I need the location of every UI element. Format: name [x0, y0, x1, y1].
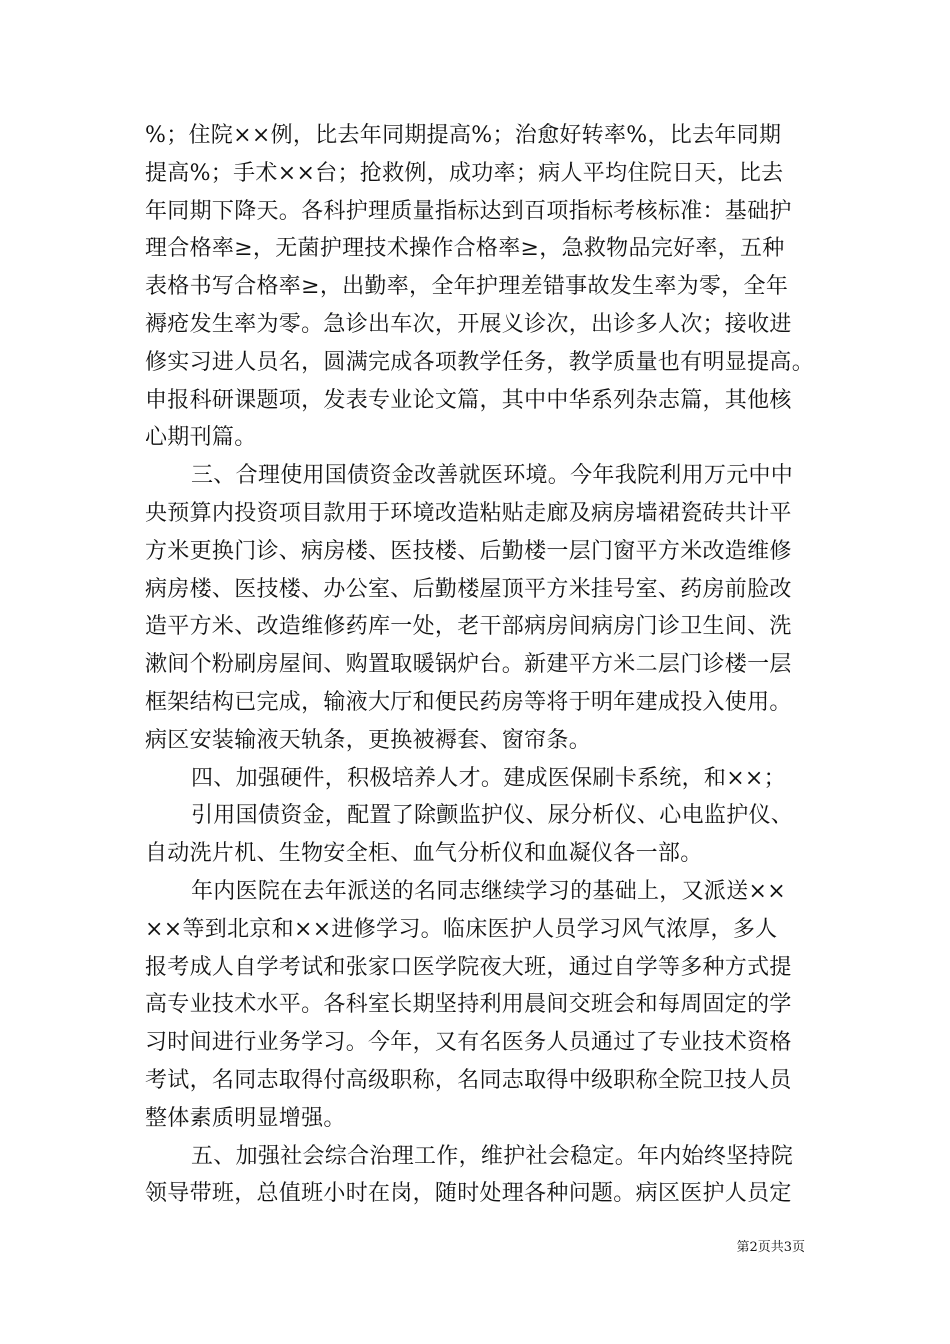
text-line: 引用国债资金，配置了除颤监护仪、尿分析仪、心电监护仪、: [191, 803, 794, 829]
text-line: 习时间进行业务学习。今年，又有名医务人员通过了专业技术资格: [145, 1030, 792, 1056]
text-line: 年内医院在去年派送的名同志继续学习的基础上，又派送××: [191, 878, 786, 904]
text-line: 理合格率≥，无菌护理技术操作合格率≥，急救物品完好率，五种: [145, 236, 785, 262]
text-line: 五、加强社会综合治理工作，维护社会稳定。年内始终坚持院: [191, 1143, 794, 1169]
text-line: 申报科研课题项，发表专业论文篇，其中中华系列杂志篇，其他核: [145, 387, 792, 413]
text-line: ××等到北京和××进修学习。临床医护人员学习风气浓厚，多人: [145, 916, 778, 942]
text-line: 考试，名同志取得付高级职称，名同志取得中级职称全院卫技人员: [145, 1067, 792, 1093]
text-line: 四、加强硬件，积极培养人才。建成医保刷卡系统，和××；: [191, 765, 786, 791]
body-text: [145, 117, 815, 1213]
text-line: 病房楼、医技楼、办公室、后勤楼屋顶平方米挂号室、药房前脸改: [145, 576, 792, 602]
text-line: 年同期下降天。各科护理质量指标达到百项指标考核标准：基础护: [145, 198, 792, 224]
text-line: 央预算内投资项目款用于环境改造粘贴走廊及病房墙裙瓷砖共计平: [145, 500, 792, 526]
text-line: 自动洗片机、生物安全柜、血气分析仪和血凝仪各一部。: [145, 841, 703, 867]
text-line: 病区安装输液天轨条，更换被褥套、窗帘条。: [145, 727, 592, 753]
text-line: 高专业技术水平。各科室长期坚持利用晨间交班会和每周固定的学: [145, 992, 792, 1018]
text-line: 修实习进人员名，圆满完成各项教学任务，教学质量也有明显提高。: [145, 349, 815, 375]
text-line: 褥疮发生率为零。急诊出车次，开展义诊次，出诊多人次；接收进: [145, 311, 792, 337]
text-line: 漱间个粉刷房屋间、购置取暖锅炉台。新建平方米二层门诊楼一层: [145, 652, 792, 678]
text-line: 心期刊篇。: [145, 425, 257, 451]
text-line: 报考成人自学考试和张家口医学院夜大班，通过自学等多种方式提: [145, 954, 792, 980]
text-line: 框架结构已完成，输液大厅和便民药房等将于明年建成投入使用。: [145, 689, 792, 715]
text-line: 提高%；手术××台；抢救例，成功率；病人平均住院日天，比去: [145, 160, 784, 186]
text-line: 三、合理使用国债资金改善就医环境。今年我院利用万元中中: [191, 463, 794, 489]
text-line: 造平方米、改造维修药库一处，老干部病房间病房门诊卫生间、洗: [145, 614, 792, 640]
page-footer: 第2页共3页: [736, 1240, 805, 1255]
text-line: 整体素质明显增强。: [145, 1105, 346, 1131]
text-line: 领导带班，总值班小时在岗，随时处理各种问题。病区医护人员定: [145, 1181, 792, 1207]
text-line: 方米更换门诊、病房楼、医技楼、后勤楼一层门窗平方米改造维修: [145, 538, 792, 564]
text-line: %；住院××例，比去年同期提高%；治愈好转率%，比去年同期: [145, 123, 782, 148]
text-line: 表格书写合格率≥，出勤率，全年护理差错事故发生率为零，全年: [145, 274, 789, 300]
